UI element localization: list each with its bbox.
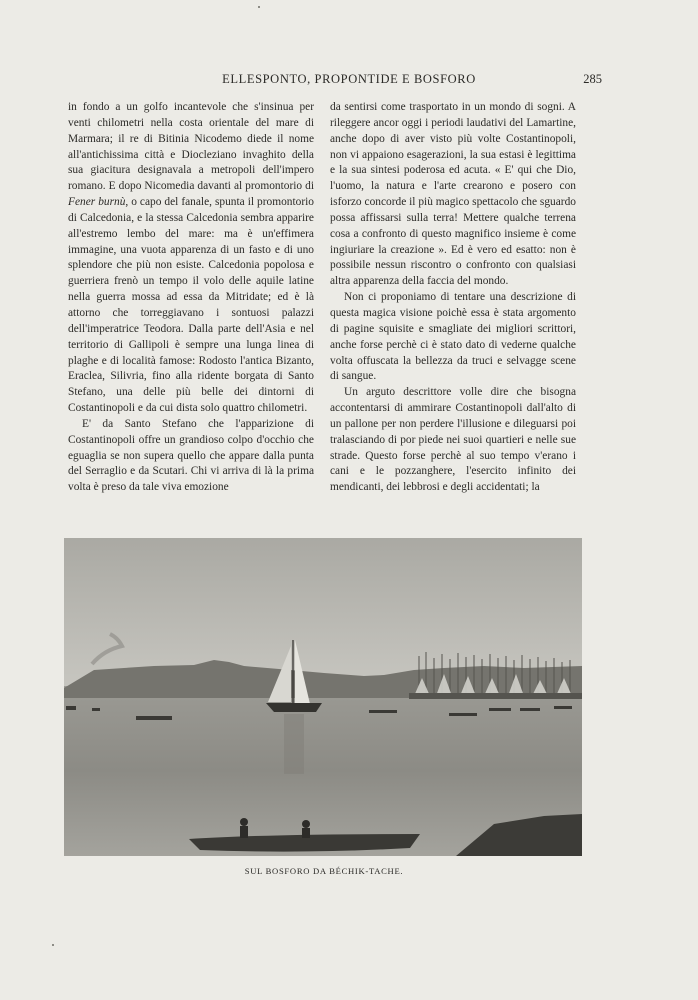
photo-sky: [64, 538, 582, 688]
left-text-column: [68, 100, 314, 496]
left-p1-text-b: , o capo del fanale, spunta il promontorio di Calcedonia, e la stessa Calcedonia sembra apparire all'estremo lembo del mare: ma è un'effimera immagine, una vuota apparenza di un fasto e di uno splendore che più non esiste. Calcedonia popolosa e guerriera frenò un tempo il volo delle aquile latine nella guerra mossa ad essa da Mitridate; ed è là attorno che torreggiavano i sontuosi palazzi dell'imperatrice Teodora. Dalla parte dell'Asia e nel territorio di Gallipoli è sempre una lunga linea di plaghe e di località famose: Rodosto l'antica Bizanto, Eraclea, Silivria, fino alla ridente borgata di Santo Stefano, una delle più belle dei dintorni di Costantinopoli e da cui dista solo quattro chilometri.: [68, 196, 314, 415]
right-text-column: [330, 100, 576, 496]
right-paragraph-3: Un arguto descrittore volle dire che bisogna accontentarsi di ammirare Costantinopoli dall'alto di un pallone per non perdere l'illusione e dileguarsi poi tralasciando di por piede nei suoi quartieri e nelle sue strade. Questo forse perchè al suo tempo v'erano i cani e le pozzanghere, l'esercito infinito dei mendicanti, dei lebbrosi e degli accidentati; la: [330, 386, 576, 494]
page-number: 285: [583, 72, 602, 86]
paper-speck: [52, 944, 54, 946]
photo-caption: SUL BOSFORO DA BÉCHIK-TACHE.: [244, 866, 404, 876]
left-p1-italic: Fener burnù: [68, 196, 126, 209]
bosphorus-photograph: [64, 538, 582, 856]
photo-sail-reflection: [284, 714, 304, 774]
paper-speck: [258, 6, 260, 8]
left-p1-text-a: in fondo a un golfo incantevole che s'insinua per venti chilometri nella costa orientale del mare di Marmara; il re di Bitinia Nicodemo diede il nome all'antichissima città e Diocleziano invaghito della sua giacitura designavala a metropoli dell'impero romano. E dopo Nicomedia davanti al promontorio di: [68, 101, 314, 193]
photo-moored-hulls: [409, 693, 582, 699]
right-paragraph-2: Non ci proponiamo di tentare una descrizione di questa magica visione poichè essa è stata argomento di pagine squisite e smagliate dei migliori scrittori, anche forse perchè ci è stato dato di vederne qualche volta offuscata la bellezza da truci e selvagge scene di sangue.: [330, 291, 576, 383]
left-paragraph-2: E' da Santo Stefano che l'apparizione di Costantinopoli offre un grandioso colpo d'occhio che eguaglia se non supera quello che appare dalla punta del Serraglio e da Scutari. Chi vi arriva di là la prima volta è preso da tale viva emozione: [68, 417, 314, 494]
photo-illustration: [64, 538, 582, 856]
running-title: ELLESPONTO, PROPONTIDE E BOSFORO: [222, 72, 476, 86]
right-paragraph-1: da sentirsi come trasportato in un mondo di sogni. A rileggere ancor oggi i periodi laudativi del Lamartine, anche dopo di aver visto più volte Costantinopoli, non vi appaiono esagerazioni, la sua estasi è legittima e la sua sintesi poderosa ed acuta. « E' qui che Dio, l'uomo, la natura e l'arte crearono e posero con isforzo concorde il più magico spettacolo che sguardo possa affissarsi sulla terra! Mettere qualche terrena cosa a confronto di questo magnifico insieme è come ingiuriare la creazione ». Ed è vero ed esatto: non è possibile nessun riscontro o confronto con qualsiasi altra apparenza della faccia del mondo.: [330, 101, 576, 288]
left-paragraph-1: [68, 100, 314, 417]
